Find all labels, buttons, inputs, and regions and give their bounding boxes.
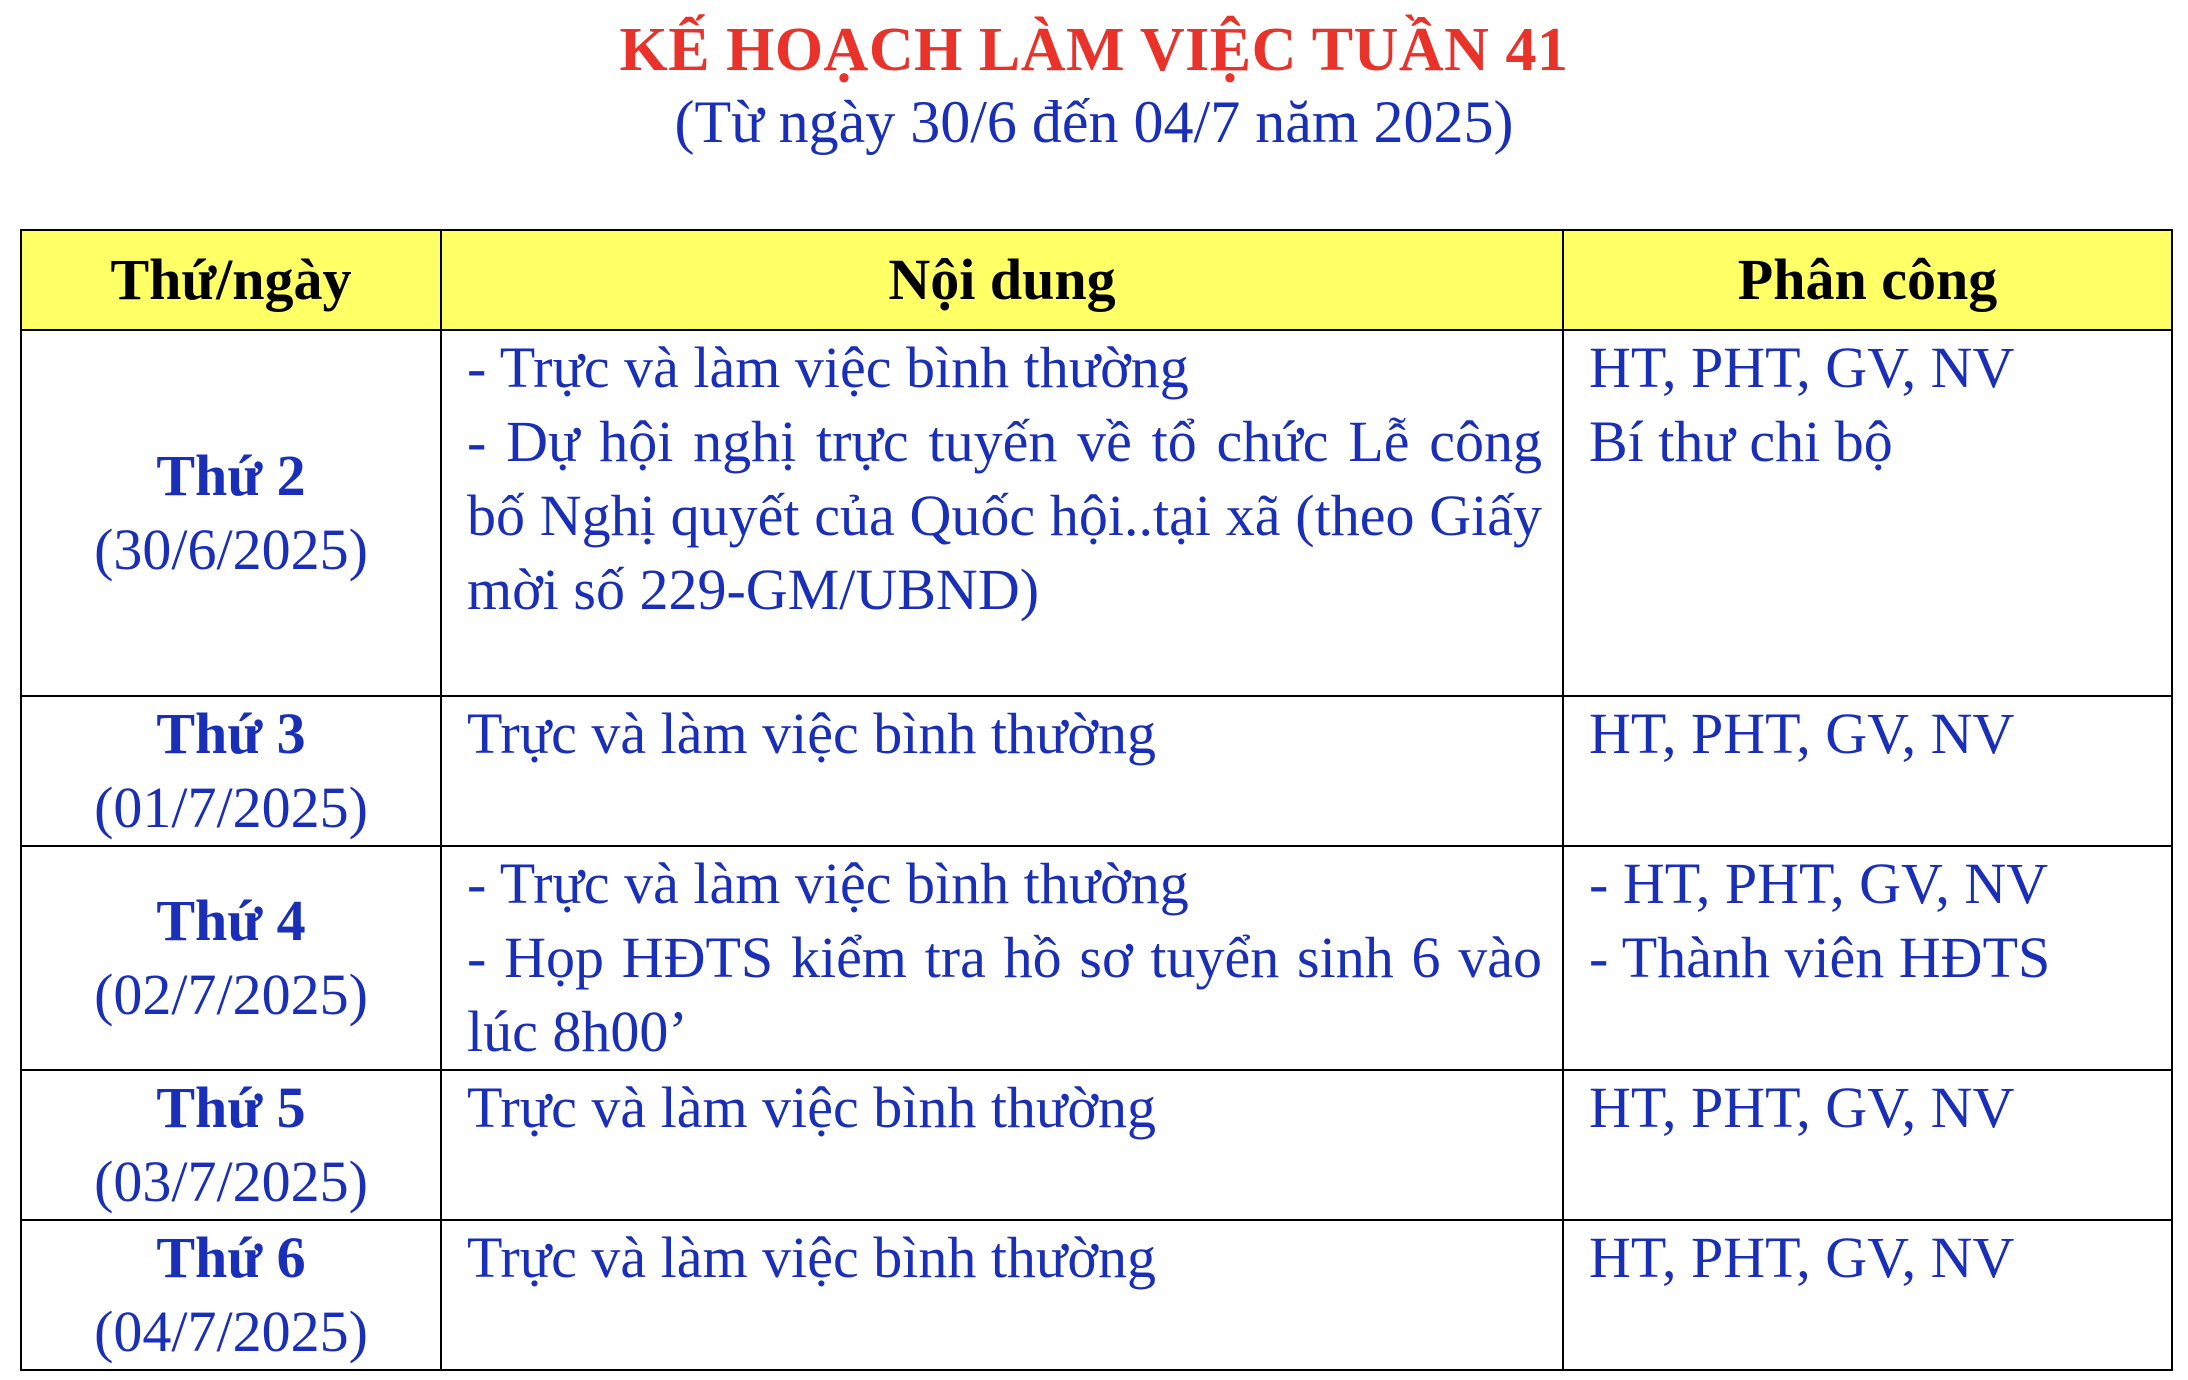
work-plan-table — [20, 229, 2173, 1371]
content-cell — [441, 330, 1563, 696]
day-label: Thứ 6 — [156, 1225, 306, 1290]
date-label: (01/7/2025) — [94, 775, 368, 840]
page-title: KẾ HOẠCH LÀM VIỆC TUẦN 41 — [619, 16, 1569, 84]
assignment-line: - HT, PHT, GV, NV — [1589, 851, 2049, 916]
date-label: (02/7/2025) — [94, 962, 368, 1027]
content-cell — [441, 1070, 1563, 1220]
day-label: Thứ 3 — [156, 701, 306, 766]
assignment-cell — [1563, 1220, 2172, 1370]
assignment-line: HT, PHT, GV, NV — [1589, 1075, 2015, 1140]
day-label: Thứ 4 — [156, 888, 306, 953]
day-cell — [21, 1070, 441, 1220]
content-line: - Trực và làm việc bình thường — [467, 851, 1189, 916]
date-label: (03/7/2025) — [94, 1149, 368, 1214]
column-header-assignment: Phân công — [1563, 230, 2172, 330]
table-row — [21, 1070, 2172, 1220]
day-cell — [21, 330, 441, 696]
assignment-cell — [1563, 696, 2172, 846]
assignment-line: Bí thư chi bộ — [1589, 409, 1893, 474]
day-label: Thứ 5 — [156, 1075, 306, 1140]
content-line: - Họp HĐTS kiểm tra hồ sơ tuyển sinh 6 vào lúc 8h00’ — [467, 925, 1542, 1064]
column-header-content: Nội dung — [441, 230, 1563, 330]
assignment-cell — [1563, 1070, 2172, 1220]
content-cell — [441, 696, 1563, 846]
day-cell — [21, 696, 441, 846]
assignment-line: HT, PHT, GV, NV — [1589, 701, 2015, 766]
page-subtitle: (Từ ngày 30/6 đến 04/7 năm 2025) — [674, 89, 1514, 155]
content-line: Trực và làm việc bình thường — [467, 1225, 1157, 1290]
content-line: - Dự hội nghị trực tuyến về tổ chức Lễ công bố Nghị quyết của Quốc hội..tại xã (theo Giấy mời số 229-GM/UBND) — [467, 409, 1542, 622]
assignment-line: HT, PHT, GV, NV — [1589, 1225, 2015, 1290]
table-row — [21, 846, 2172, 1070]
table-header-row — [21, 230, 2172, 330]
table-row — [21, 696, 2172, 846]
content-line: Trực và làm việc bình thường — [467, 1075, 1157, 1140]
assignment-cell — [1563, 330, 2172, 696]
table-row — [21, 330, 2172, 696]
day-cell — [21, 846, 441, 1070]
assignment-cell — [1563, 846, 2172, 1070]
table-row — [21, 1220, 2172, 1370]
content-line: - Trực và làm việc bình thường — [467, 335, 1189, 400]
assignment-line: - Thành viên HĐTS — [1589, 925, 2051, 990]
date-label: (30/6/2025) — [94, 517, 368, 582]
column-header-day: Thứ/ngày — [21, 230, 441, 330]
date-label: (04/7/2025) — [94, 1299, 368, 1364]
content-cell — [441, 1220, 1563, 1370]
content-cell — [441, 846, 1563, 1070]
day-cell — [21, 1220, 441, 1370]
content-line: Trực và làm việc bình thường — [467, 701, 1157, 766]
assignment-line: HT, PHT, GV, NV — [1589, 335, 2015, 400]
day-label: Thứ 2 — [156, 443, 306, 508]
